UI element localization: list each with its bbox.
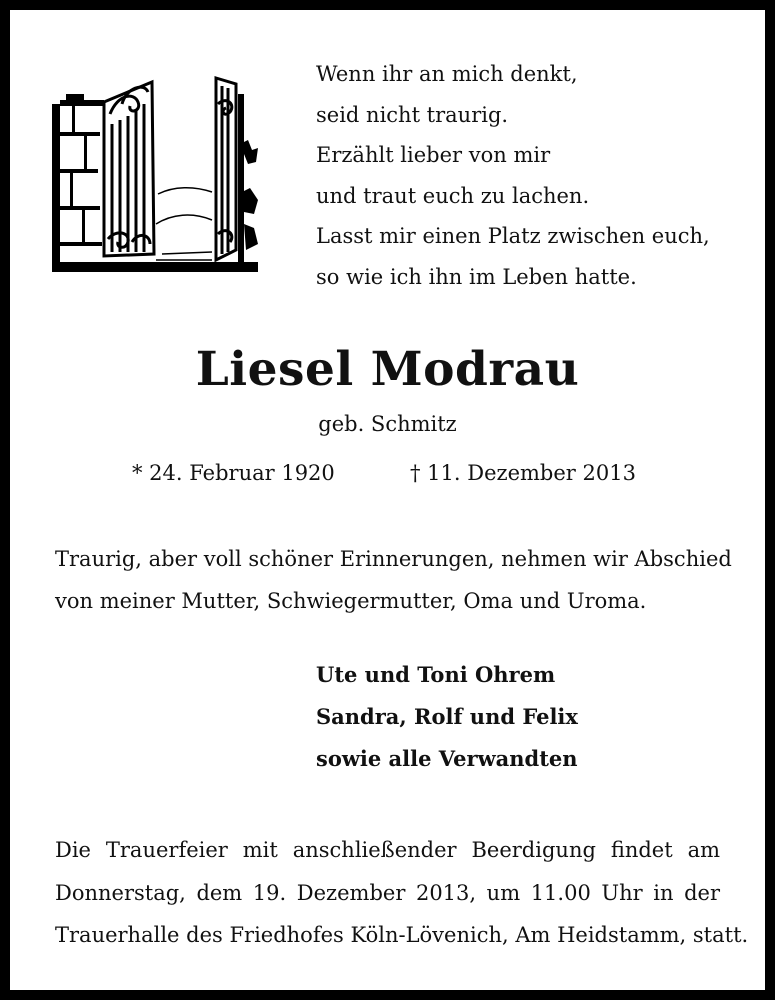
- birth-date: * 24. Februar 1920: [132, 461, 335, 485]
- service-line: Trauerhalle des Friedhofes Köln-Lövenich, Am Heidstamm, statt.: [55, 923, 749, 947]
- farewell-line: von meiner Mutter, Schwiegermutter, Oma und Uroma.: [55, 589, 647, 613]
- mourners-list: [316, 654, 578, 780]
- poem-line: seid nicht traurig.: [316, 102, 509, 127]
- maiden-name: geb. Schmitz: [318, 412, 457, 436]
- mourner-line: sowie alle Verwandten: [316, 746, 578, 771]
- farewell-text: [55, 538, 735, 622]
- poem-line: Wenn ihr an mich denkt,: [316, 62, 578, 86]
- poem-line: Erzählt lieber von mir: [316, 143, 551, 168]
- farewell-line: Traurig, aber voll schöner Erinnerungen, nehmen wir Abschied: [55, 547, 732, 571]
- service-line: Die Trauerfeier mit anschließender Beerdigung findet am: [55, 838, 720, 862]
- poem: [316, 54, 746, 298]
- mourner-line: Sandra, Rolf und Felix: [316, 704, 578, 729]
- poem-line: und traut euch zu lachen.: [316, 183, 590, 208]
- poem-line: so wie ich ihn im Leben hatte.: [316, 264, 637, 289]
- mourner-line: Ute und Toni Ohrem: [316, 662, 556, 687]
- funeral-service-info: [55, 829, 749, 957]
- open-cemetery-gate-icon: [52, 74, 258, 272]
- death-date: † 11. Dezember 2013: [410, 461, 636, 485]
- deceased-name: Liesel Modrau: [195, 342, 580, 397]
- service-line: Donnerstag, dem 19. Dezember 2013, um 11.00 Uhr in der: [55, 880, 720, 905]
- poem-line: Lasst mir einen Platz zwischen euch,: [316, 224, 710, 249]
